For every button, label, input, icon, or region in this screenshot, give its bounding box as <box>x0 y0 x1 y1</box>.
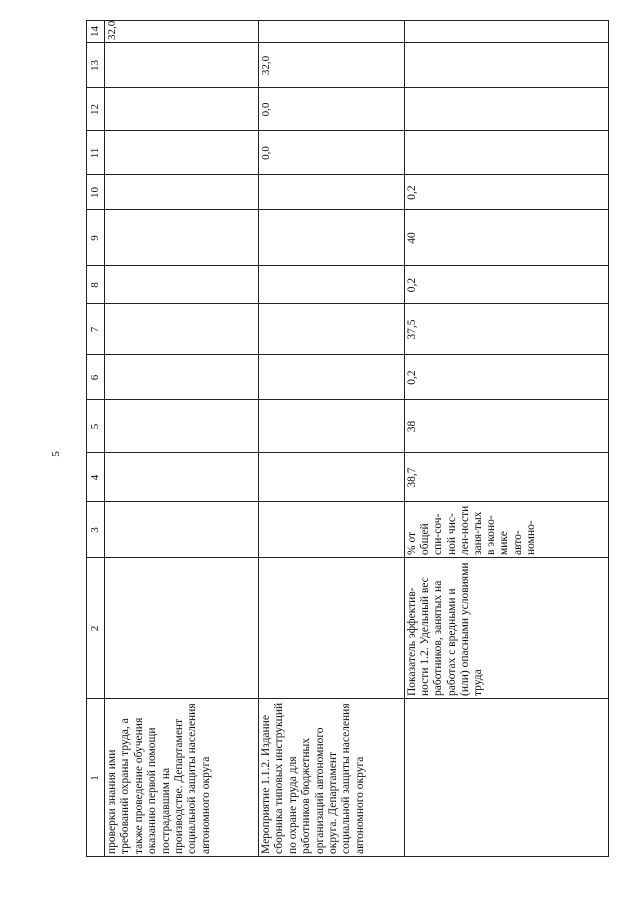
table-row-3-col-5: 38 <box>406 420 418 433</box>
table-row-3-col-7: 37,5 <box>406 319 418 340</box>
table-row-2-measure: Мероприятие 1.1.2. Издание сборника типовых инструкций по охране труда для работников бюджетных организаций автономного округа. Департамент социальной защиты населения автономного округа <box>260 702 366 854</box>
table-row-1-col-14: 32,0 <box>106 20 118 40</box>
header-col-13: 13 <box>89 60 101 71</box>
table-border-right <box>86 20 609 21</box>
header-col-12: 12 <box>89 104 101 115</box>
table-border-top <box>86 20 87 857</box>
header-col-5: 5 <box>89 423 101 430</box>
table-row-2-col-12: 0,0 <box>260 102 272 117</box>
header-col-3: 3 <box>89 527 101 533</box>
column-divider <box>86 452 609 453</box>
column-divider <box>86 87 609 88</box>
column-divider <box>86 174 609 175</box>
table-frame <box>86 20 609 857</box>
table-row-divider <box>258 20 259 857</box>
column-divider <box>86 501 609 502</box>
table-border-left <box>86 856 609 857</box>
header-col-4: 4 <box>89 474 101 481</box>
column-divider <box>86 354 609 355</box>
data-table <box>86 20 609 857</box>
table-row-3-col-8: 0,2 <box>406 277 418 293</box>
table-row-3-unit: % от общей спи-соч-ной чис-лен-ности заня-тых в эконо-мике авто-номно- <box>406 505 537 555</box>
page-number: 5 <box>50 451 62 457</box>
header-col-6: 6 <box>89 374 101 381</box>
header-col-2: 2 <box>89 625 101 632</box>
header-col-9: 9 <box>89 235 101 241</box>
table-row-2-col-11: 0,0 <box>260 146 272 160</box>
table-row-1-measure: проверки знания ими требований охраны труда, а также проведение обучения оказанию первой помощи пострадавшим на производстве. Департамент социальной защиты населения автономного округа <box>106 703 212 854</box>
header-col-1: 1 <box>89 775 101 781</box>
header-col-14: 14 <box>89 26 101 37</box>
column-divider <box>86 303 609 304</box>
column-divider <box>86 265 609 266</box>
table-row-divider <box>404 20 405 857</box>
header-col-7: 7 <box>89 326 101 333</box>
table-row-3-col-10: 0,2 <box>406 185 418 200</box>
table-row-3-col-2: Показатель эффектив-ности 1.2. Удельный вес работников, занятых на работах с вредными и (или) опасными условиями труда <box>406 562 485 696</box>
table-row-3-col-6: 0,2 <box>406 370 418 385</box>
header-col-8: 8 <box>89 282 101 288</box>
column-divider <box>86 42 609 43</box>
column-divider <box>86 130 609 131</box>
column-divider <box>86 557 609 558</box>
column-divider <box>86 209 609 210</box>
table-row-3-col-4: 38,7 <box>406 467 418 488</box>
table-row-2-col-13: 32,0 <box>260 55 272 76</box>
table-border-bottom <box>608 20 609 857</box>
header-col-10: 10 <box>89 187 101 198</box>
column-divider <box>86 698 609 699</box>
table-header-rule <box>104 20 105 857</box>
header-col-11: 11 <box>89 147 101 159</box>
column-divider <box>86 399 609 400</box>
table-row-3-col-9: 40 <box>406 232 418 244</box>
